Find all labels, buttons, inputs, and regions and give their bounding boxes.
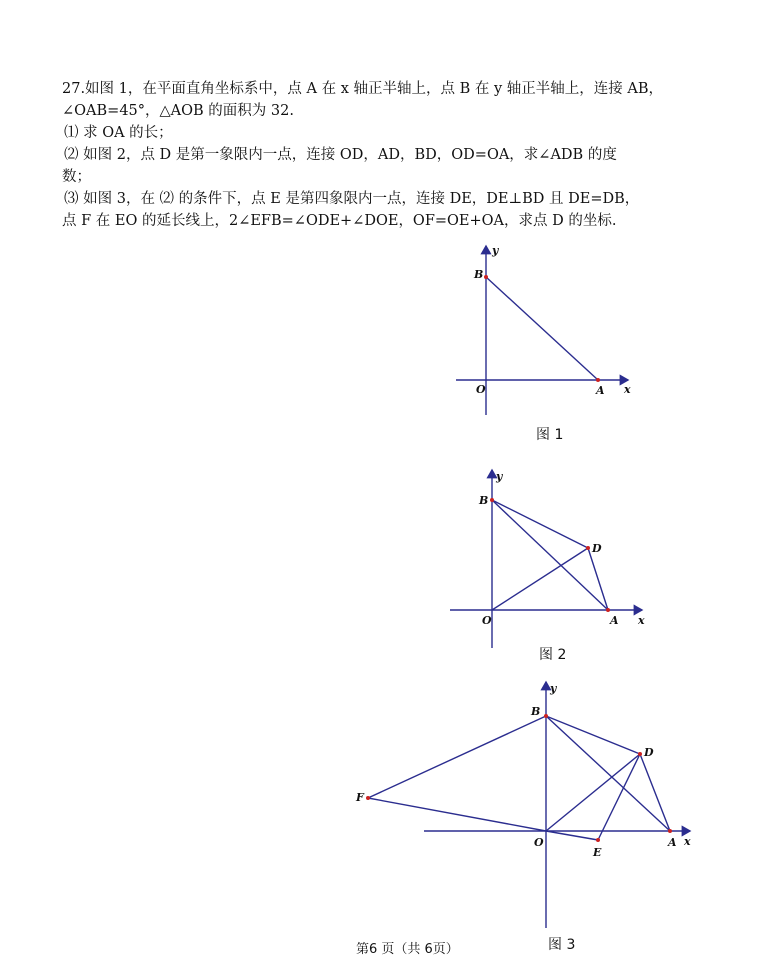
- label-y: y: [550, 682, 557, 695]
- problem-part-2a: ⑵ 如图 2，点 D 是第一象限内一点，连接 OD，AD，BD，OD=OA，求∠ADB 的度: [64, 147, 617, 163]
- segment-AB: [486, 277, 598, 380]
- point-E: [596, 838, 600, 842]
- figure-3: [350, 676, 700, 934]
- problem-line-2: ∠OAB=45°，△AOB 的面积为 32.: [62, 103, 294, 119]
- label-y: y: [492, 244, 499, 257]
- label-B: B: [531, 705, 541, 718]
- figure-2: [448, 468, 648, 653]
- label-B: B: [479, 494, 489, 507]
- label-A: A: [668, 836, 677, 849]
- segment-AD: [640, 754, 670, 831]
- segment-AB: [546, 716, 670, 831]
- problem-text: [62, 78, 702, 232]
- segment-OD: [546, 754, 640, 831]
- label-O: O: [476, 383, 486, 396]
- point-A: [668, 829, 672, 833]
- segment-BD: [492, 500, 588, 548]
- caption-fig-1: 图 1: [536, 427, 564, 443]
- caption-fig-3: 图 3: [548, 937, 576, 953]
- point-A: [606, 608, 610, 612]
- point-F: [366, 796, 370, 800]
- point-D: [586, 546, 590, 550]
- caption-fig-2: 图 2: [539, 647, 567, 663]
- point-B: [544, 714, 548, 718]
- problem-part-3b: 点 F 在 EO 的延长线上，2∠EFB=∠ODE+∠DOE，OF=OE+OA，求点 D 的坐标.: [62, 213, 617, 229]
- point-D: [638, 752, 642, 756]
- label-A: A: [596, 384, 605, 397]
- problem-part-3a: ⑶ 如图 3，在 ⑵ 的条件下，点 E 是第四象限内一点，连接 DE，DE⊥BD 且 DE=DB，: [64, 191, 640, 207]
- label-D: D: [592, 542, 602, 555]
- label-D: D: [644, 746, 654, 759]
- point-B: [490, 498, 494, 502]
- page-footer: 第6 页（共 6页）: [356, 942, 459, 957]
- problem-part-2b: 数；: [62, 169, 91, 185]
- label-A: A: [610, 614, 619, 627]
- segment-OD: [492, 548, 588, 610]
- segment-BD: [546, 716, 640, 754]
- segment-FB: [368, 716, 546, 798]
- problem-line-1: 27.如图 1，在平面直角坐标系中，点 A 在 x 轴正半轴上，点 B 在 y 轴正半轴上，连接 AB，: [62, 81, 663, 97]
- label-E: E: [593, 846, 602, 859]
- segment-FO: [368, 798, 546, 831]
- label-x: x: [624, 383, 631, 396]
- figure-1: [450, 240, 640, 420]
- point-B: [484, 275, 488, 279]
- label-x: x: [638, 614, 645, 627]
- label-F: F: [356, 791, 364, 804]
- label-y: y: [496, 470, 503, 483]
- problem-part-1: ⑴ 求 OA 的长；: [64, 125, 173, 141]
- label-O: O: [482, 614, 492, 627]
- label-x: x: [684, 835, 691, 848]
- label-B: B: [474, 268, 484, 281]
- label-O: O: [534, 836, 544, 849]
- point-A: [596, 378, 600, 382]
- segment-OE: [546, 831, 598, 840]
